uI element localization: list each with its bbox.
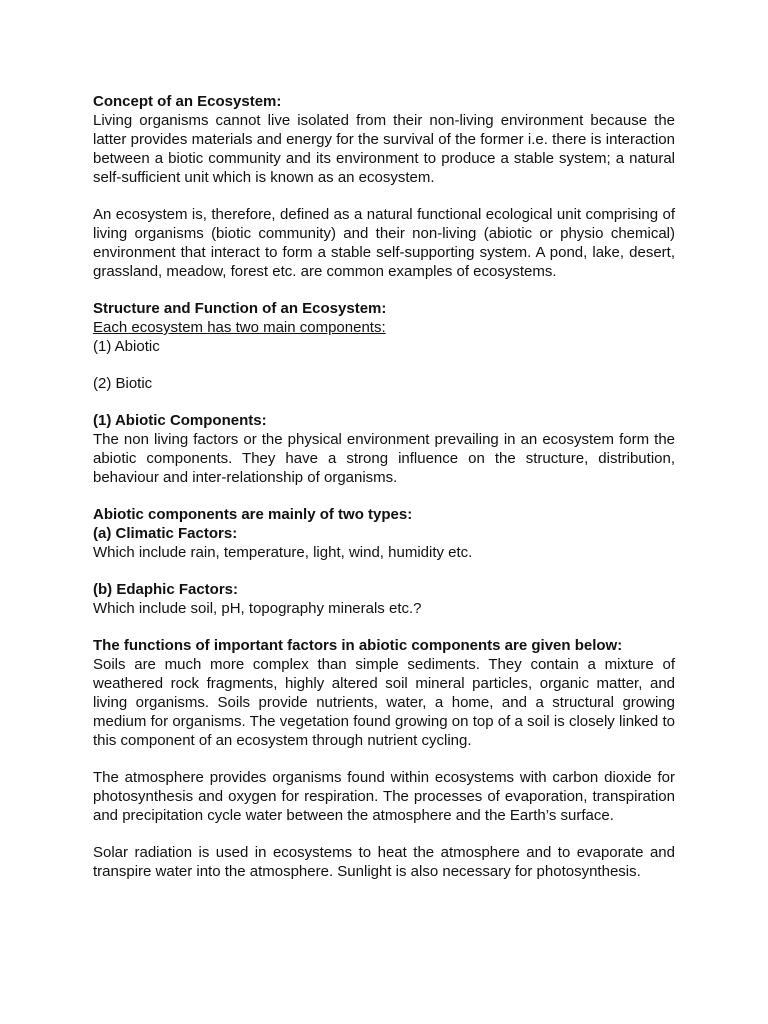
components-subheading: Each ecosystem has two main components:: [93, 319, 386, 336]
structure-section: [93, 299, 675, 356]
component-item-biotic: (2) Biotic: [93, 375, 153, 392]
solar-paragraph: Solar radiation is used in ecosystems to heat the atmosphere and to evaporate and transpire water into the atmosphere. Sunlight is also necessary for photosynthesis.: [93, 844, 675, 880]
types-section: [93, 505, 675, 562]
types-heading: Abiotic components are mainly of two types:: [93, 506, 413, 523]
functions-section: [93, 636, 675, 750]
abiotic-paragraph: The non living factors or the physical environment prevailing in an ecosystem form the abiotic components. They have a strong influence on the structure, distribution, behaviour and inter-relationship of organisms.: [93, 431, 675, 486]
biotic-item-section: [93, 374, 675, 393]
atmosphere-section: [93, 768, 675, 825]
structure-heading: Structure and Function of an Ecosystem:: [93, 300, 387, 317]
concept-paragraph: Living organisms cannot live isolated from their non-living environment because the latter provides materials and energy for the survival of the former i.e. there is interaction between a biotic community and its environment to produce a stable system; a natural self-sufficient unit which is known as an ecosystem.: [93, 112, 675, 186]
soils-paragraph: Soils are much more complex than simple sediments. They contain a mixture of weathered rock fragments, highly altered soil mineral particles, organic matter, and living organisms. Soils provide nutrients, water, a home, and a structural growing medium for organisms. The vegetation found growing on top of a soil is closely linked to this component of an ecosystem through nutrient cycling.: [93, 656, 675, 749]
functions-heading: The functions of important factors in abiotic components are given below:: [93, 637, 623, 654]
edaphic-text: Which include soil, pH, topography minerals etc.?: [93, 600, 422, 617]
concept-heading: Concept of an Ecosystem:: [93, 93, 282, 110]
solar-section: [93, 843, 675, 881]
concept-section: [93, 92, 675, 187]
abiotic-section: [93, 411, 675, 487]
climatic-heading: (a) Climatic Factors:: [93, 525, 238, 542]
edaphic-section: [93, 580, 675, 618]
document-page: [93, 92, 675, 899]
atmosphere-paragraph: The atmosphere provides organisms found within ecosystems with carbon dioxide for photosynthesis and oxygen for respiration. The processes of evaporation, transpiration and precipitation cycle water between the atmosphere and the Earth’s surface.: [93, 769, 675, 824]
climatic-text: Which include rain, temperature, light, wind, humidity etc.: [93, 544, 473, 561]
edaphic-heading: (b) Edaphic Factors:: [93, 581, 239, 598]
definition-paragraph: An ecosystem is, therefore, defined as a natural functional ecological unit comprising of living organisms (biotic community) and their non-living (abiotic or physio chemical) environment that interact to form a stable self-supporting system. A pond, lake, desert, grassland, meadow, forest etc. are common examples of ecosystems.: [93, 206, 675, 280]
definition-section: [93, 205, 675, 281]
component-item-abiotic: (1) Abiotic: [93, 338, 160, 355]
abiotic-heading: (1) Abiotic Components:: [93, 412, 267, 429]
